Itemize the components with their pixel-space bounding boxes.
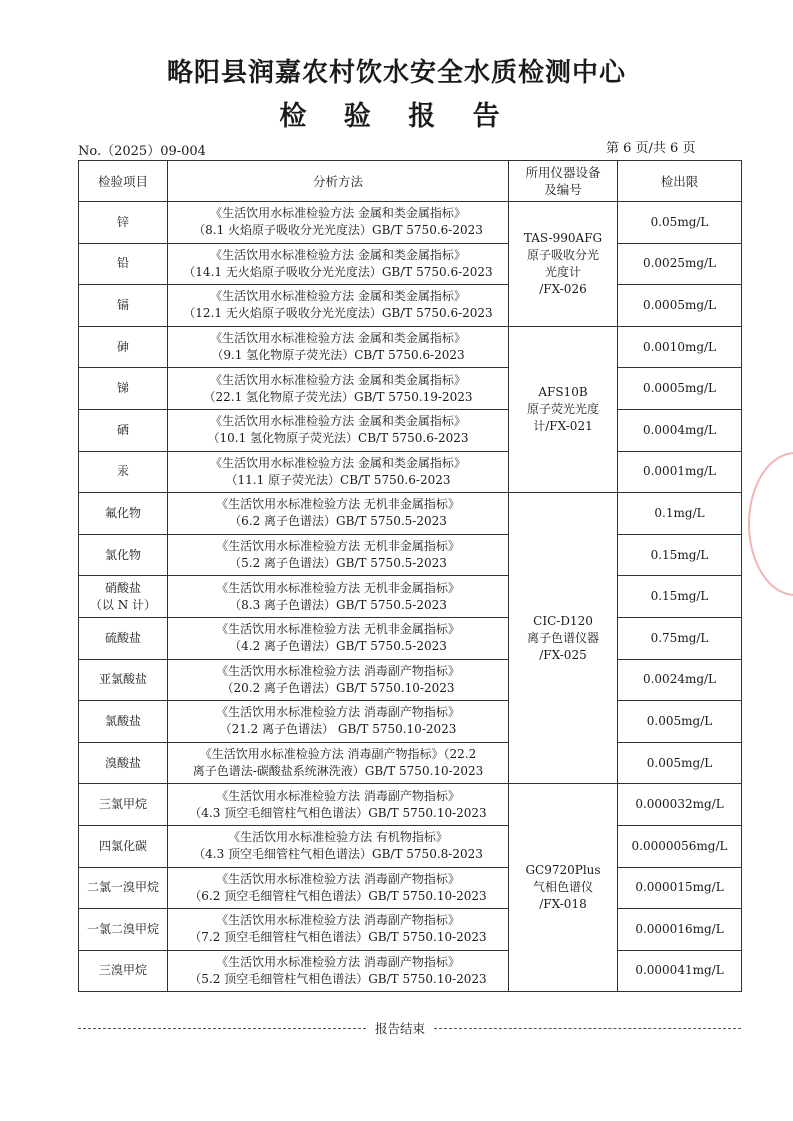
equipment-cell (509, 202, 618, 327)
method-cell (168, 493, 509, 535)
test-item-name: 氯化物 (104, 547, 141, 562)
table-row (79, 493, 742, 535)
test-item-name: 硒 (116, 422, 129, 437)
method-text: （4.3 顶空毛细管柱气相色谱法）GB/T 5750.8-2023 (193, 847, 483, 862)
equipment-line: 原子吸收分光 (526, 247, 599, 262)
method-cell (168, 534, 509, 576)
table-row (79, 243, 742, 285)
report-end (78, 1019, 741, 1037)
test-item-cell (79, 243, 168, 285)
method-cell (168, 659, 509, 701)
method-cell (168, 617, 509, 659)
method-text: 《生活饮用水标准检验方法 金属和类金属指标》 (210, 455, 466, 470)
method-text: 《生活饮用水标准检验方法 无机非金属指标》 (216, 580, 460, 595)
method-text: 《生活饮用水标准检验方法 金属和类金属指标》 (210, 247, 466, 262)
footer-dash-right (434, 1028, 741, 1029)
equipment-cell (509, 493, 618, 784)
equipment-cell (509, 326, 618, 492)
test-item-cell (79, 784, 168, 826)
method-text: 《生活饮用水标准检验方法 金属和类金属指标》 (210, 206, 466, 221)
method-text: （4.2 离子色谱法）GB/T 5750.5-2023 (229, 639, 447, 654)
method-text: 《生活饮用水标准检验方法 消毒副产物指标》 (216, 788, 460, 803)
test-item-name: 锌 (116, 214, 129, 229)
method-cell (168, 909, 509, 951)
test-item-cell (79, 825, 168, 867)
test-item-cell (79, 285, 168, 327)
test-item-cell (79, 701, 168, 743)
header-equipment (509, 161, 618, 202)
equipment-line: AFS10B (538, 384, 588, 399)
method-text: 《生活饮用水标准检验方法 消毒副产物指标》（22.2 (199, 747, 477, 762)
method-cell (168, 950, 509, 992)
table-row (79, 909, 742, 951)
report-number: No.（2025）09-004 (78, 144, 206, 159)
table-row (79, 950, 742, 992)
test-item-cell (79, 451, 168, 493)
method-cell (168, 243, 509, 285)
test-item-cell (79, 867, 168, 909)
method-cell (168, 202, 509, 244)
method-text: （5.2 顶空毛细管柱气相色谱法）GB/T 5750.10-2023 (189, 971, 487, 986)
header-test-item: 检验项目 (79, 161, 168, 202)
equipment-line: 光度计 (544, 264, 581, 279)
test-item-cell (79, 534, 168, 576)
header-method: 分析方法 (168, 161, 509, 202)
test-item-name: 镉 (116, 297, 129, 312)
detection-limit-cell: 0.000041mg/L (618, 950, 742, 992)
table-row (79, 784, 742, 826)
detection-limit-cell: 0.005mg/L (618, 742, 742, 784)
method-text: （6.2 顶空毛细管柱气相色谱法）GB/T 5750.10-2023 (189, 888, 487, 903)
test-item-cell (79, 909, 168, 951)
method-text: （10.1 氢化物原子荧光法）CB/T 5750.6-2023 (207, 431, 469, 446)
detection-limit-cell: 0.15mg/L (618, 576, 742, 618)
method-cell (168, 867, 509, 909)
method-text: 《生活饮用水标准检验方法 金属和类金属指标》 (210, 414, 466, 429)
equipment-line: /FX-025 (539, 647, 587, 662)
method-cell (168, 701, 509, 743)
equipment-line: 气相色谱仪 (532, 880, 593, 895)
method-cell (168, 576, 509, 618)
equipment-line: /FX-026 (539, 281, 587, 296)
method-cell (168, 742, 509, 784)
table-row (79, 576, 742, 618)
method-text: 《生活饮用水标准检验方法 金属和类金属指标》 (210, 331, 466, 346)
method-text: 《生活饮用水标准检验方法 无机非金属指标》 (216, 539, 460, 554)
footer-dash-left (78, 1028, 366, 1029)
test-item-name: 氟化物 (104, 505, 141, 520)
detection-limit-cell: 0.0000056mg/L (618, 825, 742, 867)
test-item-name: 铅 (116, 256, 129, 271)
detection-limit-cell: 0.000016mg/L (618, 909, 742, 951)
method-text: （7.2 顶空毛细管柱气相色谱法）GB/T 5750.10-2023 (189, 930, 487, 945)
method-text: （11.1 原子荧光法）CB/T 5750.6-2023 (225, 472, 451, 487)
table-row (79, 409, 742, 451)
detection-limit-cell: 0.000032mg/L (618, 784, 742, 826)
method-text: （12.1 无火焰原子吸收分光光度法）GB/T 5750.6-2023 (183, 306, 493, 321)
table-row (79, 701, 742, 743)
method-text: （5.2 离子色谱法）GB/T 5750.5-2023 (229, 556, 447, 571)
table-row (79, 742, 742, 784)
method-text: 《生活饮用水标准检验方法 消毒副产物指标》 (216, 871, 460, 886)
method-text: （21.2 离子色谱法） GB/T 5750.10-2023 (219, 722, 457, 737)
test-item-cell (79, 742, 168, 784)
method-text: （6.2 离子色谱法）GB/T 5750.5-2023 (229, 514, 447, 529)
test-item-cell (79, 493, 168, 535)
method-text: 《生活饮用水标准检验方法 无机非金属指标》 (216, 622, 460, 637)
test-item-name: 三氯甲烷 (98, 797, 147, 812)
test-item-name: 氯酸盐 (104, 713, 141, 728)
method-cell (168, 825, 509, 867)
test-item-cell (79, 409, 168, 451)
test-item-name: 四氯化碳 (98, 838, 147, 853)
method-cell (168, 409, 509, 451)
test-item-name: 砷 (116, 339, 129, 354)
test-item-name: 一氯二溴甲烷 (86, 921, 159, 936)
detection-limit-cell: 0.0005mg/L (618, 285, 742, 327)
equipment-line: 计/FX-021 (533, 418, 593, 433)
test-item-name: 亚氯酸盐 (98, 672, 147, 687)
method-text: 《生活饮用水标准检验方法 金属和类金属指标》 (210, 372, 466, 387)
table-row (79, 451, 742, 493)
table-row (79, 326, 742, 368)
method-text: 《生活饮用水标准检验方法 金属和类金属指标》 (210, 289, 466, 304)
header-detection-limit: 检出限 (618, 161, 742, 202)
table-row (79, 617, 742, 659)
method-text: （9.1 氢化物原子荧光法）CB/T 5750.6-2023 (211, 348, 465, 363)
detection-limit-cell: 0.1mg/L (618, 493, 742, 535)
test-item-cell (79, 202, 168, 244)
table-row (79, 825, 742, 867)
detection-limit-cell: 0.0004mg/L (618, 409, 742, 451)
equipment-line: 离子色谱仪器 (526, 630, 599, 645)
detection-limit-cell: 0.000015mg/L (618, 867, 742, 909)
header-equipment-line2: 及编号 (544, 182, 582, 197)
equipment-line: GC9720Plus (525, 863, 601, 878)
detection-limit-cell: 0.0001mg/L (618, 451, 742, 493)
method-text: 《生活饮用水标准检验方法 无机非金属指标》 (216, 497, 460, 512)
test-item-name: 二氯一溴甲烷 (86, 880, 159, 895)
test-item-cell (79, 659, 168, 701)
report-title: 检 验 报 告 (279, 101, 514, 132)
method-cell (168, 326, 509, 368)
table-row (79, 202, 742, 244)
page-info: 第 6 页/共 6 页 (606, 141, 696, 156)
detection-limit-cell: 0.0010mg/L (618, 326, 742, 368)
method-cell (168, 368, 509, 410)
method-text: （20.2 离子色谱法）GB/T 5750.10-2023 (221, 680, 455, 695)
test-item-name: 溴酸盐 (104, 755, 141, 770)
test-item-name: 三溴甲烷 (98, 963, 147, 978)
table-row (79, 285, 742, 327)
equipment-line: TAS-990AFG (523, 230, 603, 245)
test-item-cell (79, 950, 168, 992)
test-item-cell (79, 576, 168, 618)
test-item-cell (79, 368, 168, 410)
test-item-cell (79, 326, 168, 368)
table-row (79, 659, 742, 701)
equipment-cell (509, 784, 618, 992)
method-text: 《生活饮用水标准检验方法 有机物指标》 (228, 830, 448, 845)
method-text: （22.1 氢化物原子荧光法）GB/T 5750.19-2023 (203, 389, 473, 404)
method-text: （8.1 火焰原子吸收分光光度法）GB/T 5750.6-2023 (193, 223, 483, 238)
method-text: （4.3 顶空毛细管柱气相色谱法）GB/T 5750.10-2023 (189, 805, 487, 820)
method-cell (168, 285, 509, 327)
equipment-line: 原子荧光光度 (526, 401, 599, 416)
table-row (79, 368, 742, 410)
method-cell (168, 451, 509, 493)
detection-limit-cell: 0.75mg/L (618, 617, 742, 659)
detection-limit-cell: 0.0024mg/L (618, 659, 742, 701)
official-seal (748, 452, 793, 596)
method-cell (168, 784, 509, 826)
test-item-note: （以 N 计） (89, 597, 157, 612)
detection-limit-cell: 0.15mg/L (618, 534, 742, 576)
method-text: 《生活饮用水标准检验方法 消毒副产物指标》 (216, 913, 460, 928)
method-text: 离子色谱法-碳酸盐系统淋洗液）GB/T 5750.10-2023 (192, 764, 484, 779)
test-item-name: 汞 (116, 464, 129, 479)
table-row (79, 867, 742, 909)
detection-limit-cell: 0.005mg/L (618, 701, 742, 743)
test-results-table (78, 160, 742, 992)
report-end-text: 报告结束 (374, 1021, 425, 1036)
method-text: （14.1 无火焰原子吸收分光光度法）GB/T 5750.6-2023 (183, 264, 493, 279)
organization-title: 略阳县润嘉农村饮水安全水质检测中心 (166, 58, 626, 88)
detection-limit-cell: 0.0025mg/L (618, 243, 742, 285)
method-text: 《生活饮用水标准检验方法 消毒副产物指标》 (216, 954, 460, 969)
method-text: 《生活饮用水标准检验方法 消毒副产物指标》 (216, 663, 460, 678)
equipment-line: /FX-018 (539, 897, 587, 912)
header-equipment-line1: 所用仪器设备 (525, 165, 601, 180)
detection-limit-cell: 0.05mg/L (618, 202, 742, 244)
test-item-name: 锑 (116, 381, 129, 396)
equipment-line: CIC-D120 (533, 613, 593, 628)
test-item-name: 硝酸盐 (104, 580, 141, 595)
detection-limit-cell: 0.0005mg/L (618, 368, 742, 410)
test-item-name: 硫酸盐 (104, 630, 141, 645)
method-text: 《生活饮用水标准检验方法 消毒副产物指标》 (216, 705, 460, 720)
test-item-cell (79, 617, 168, 659)
method-text: （8.3 离子色谱法）GB/T 5750.5-2023 (229, 597, 447, 612)
table-header-row (79, 161, 742, 202)
table-row (79, 534, 742, 576)
